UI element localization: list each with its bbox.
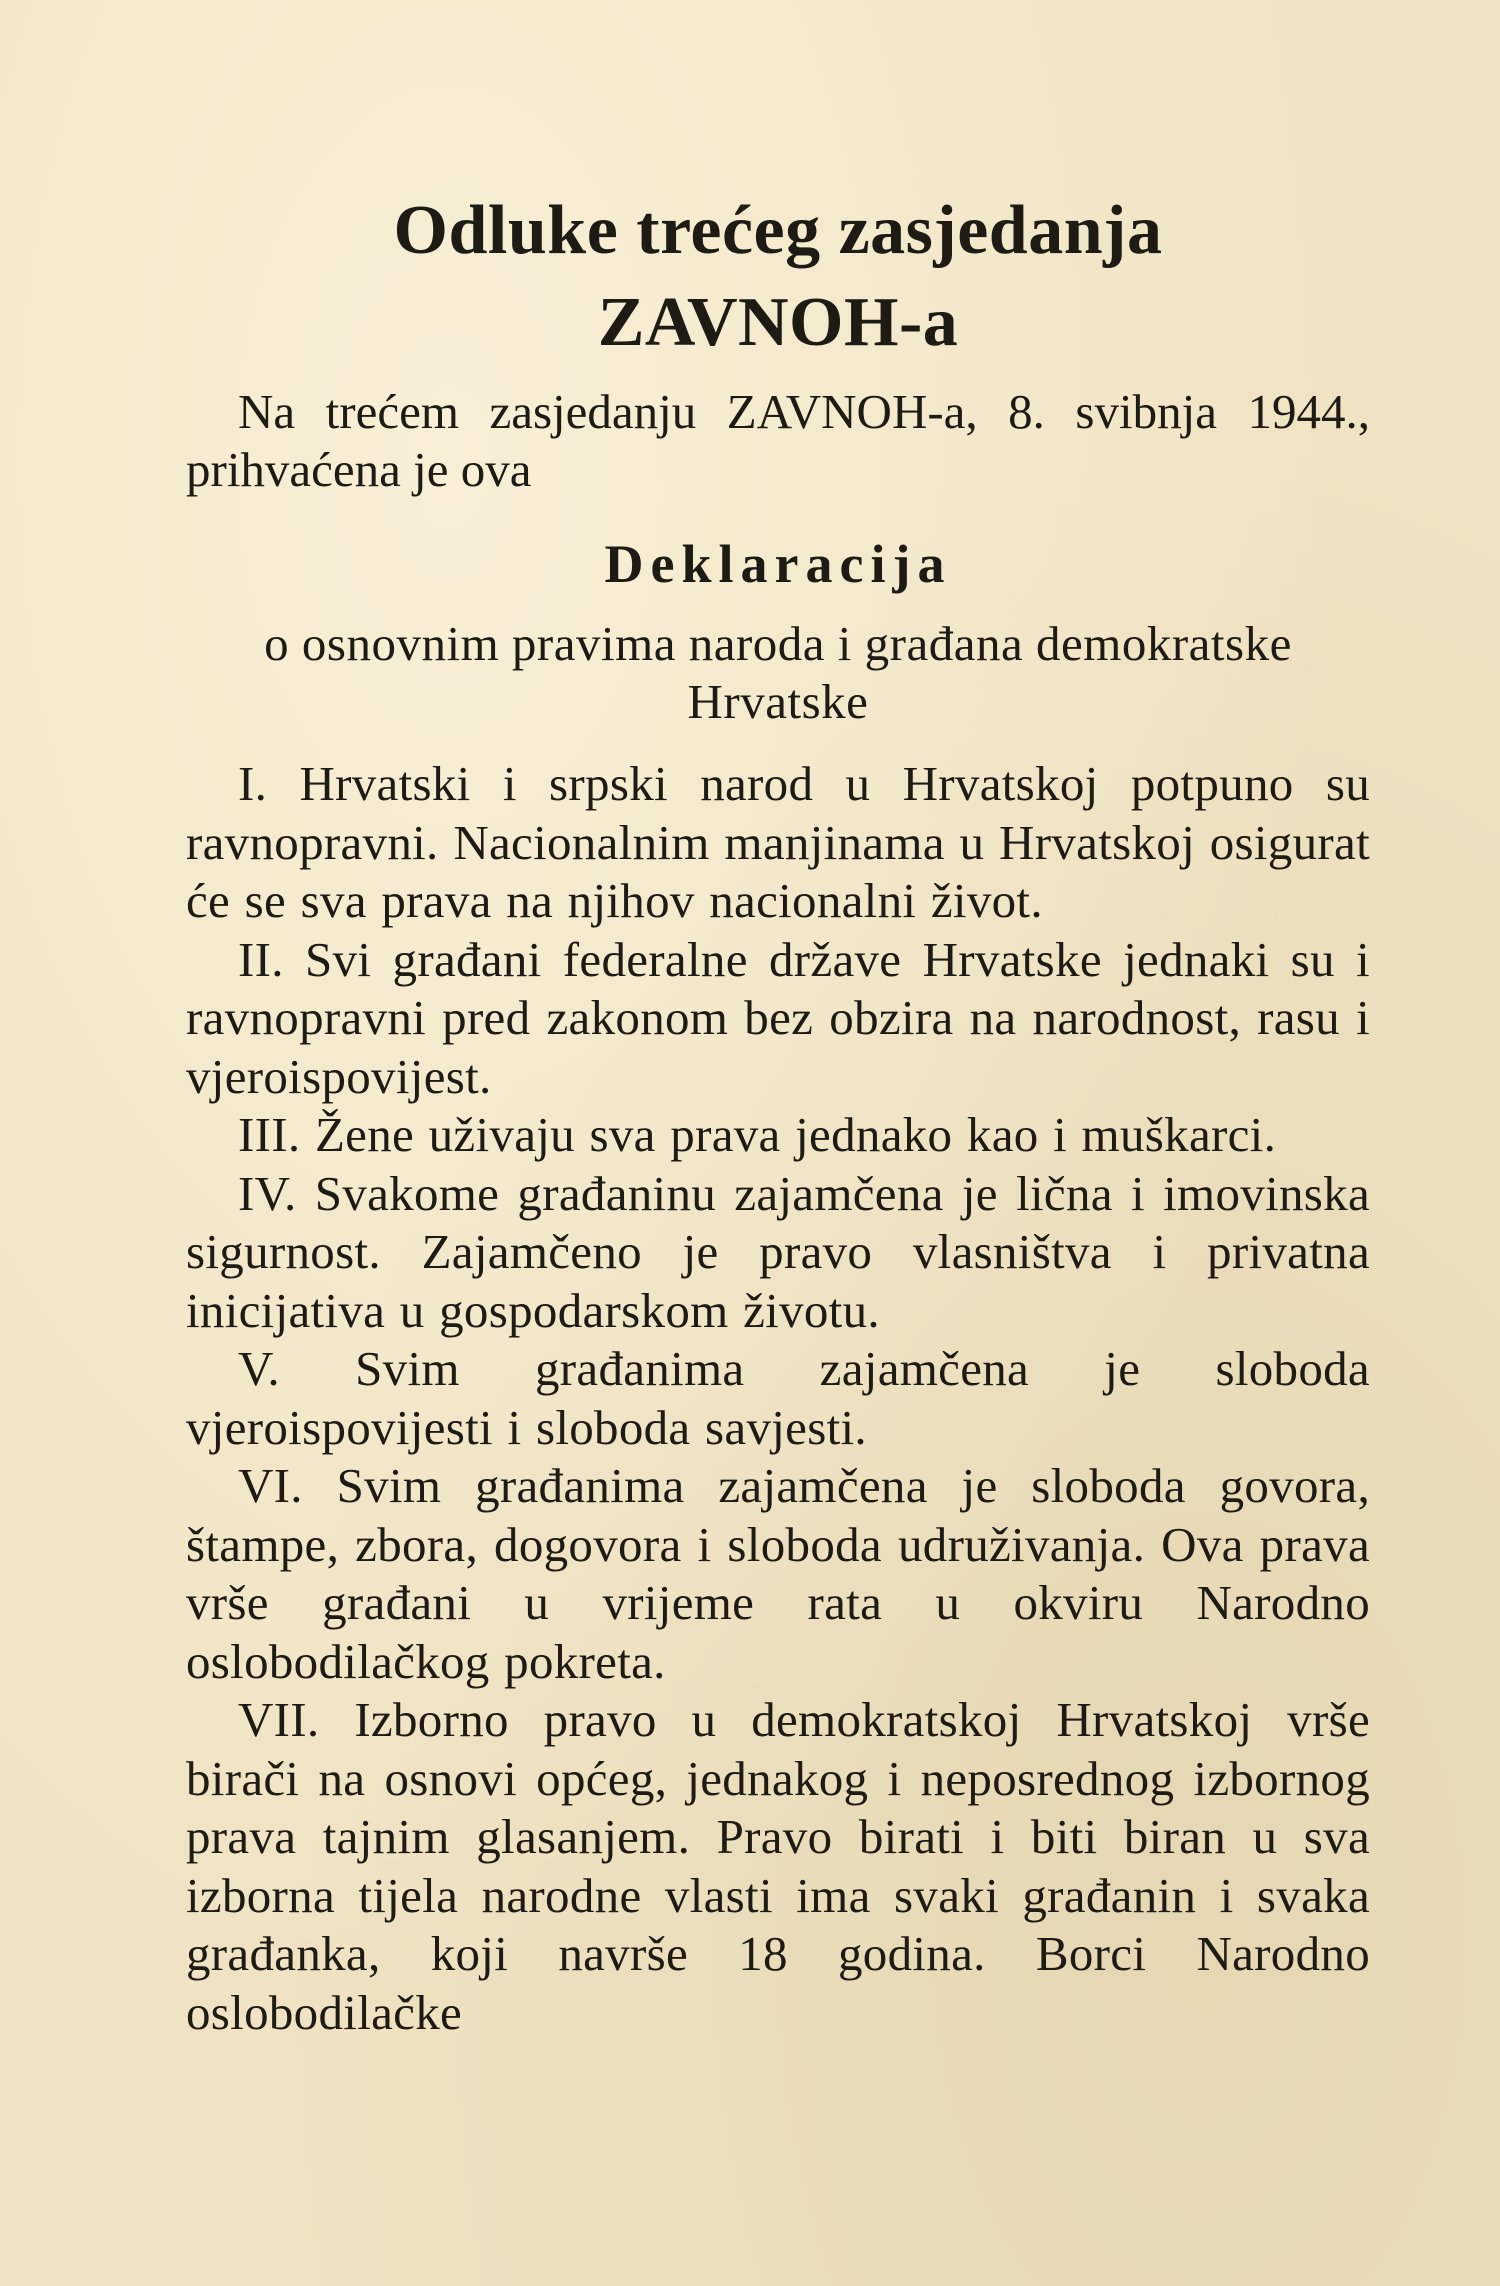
title-line-2: ZAVNOH-a [597,284,959,361]
article-3: III. Žene uživaju sva prava jednako kao i muškarci. [238,1107,1277,1162]
declaration-subtitle: o osnovnim pravima naroda i građana demokratske Hrvatske [264,616,1292,729]
declaration-title: Deklaracija [604,534,952,594]
articles-list [186,755,1370,2042]
title-line-1: Odluke trećeg zasjedanja [393,192,1163,269]
article-4: IV. Svakome građaninu zajamčena je lična i imovinska sigurnost. Zajamčeno je pravo vlasništva i privatna inicijativa u gospodarskom životu. [186,1165,1370,1338]
article-2: II. Svi građani federalne države Hrvatske jednaki su i ravnopravni pred zakonom bez obzira na narodnost, rasu i vjeroispovijest. [186,931,1370,1104]
document-title [186,185,1370,369]
article-7: VII. Izborno pravo u demokratskoj Hrvatskoj vrše birači na osnovi općeg, jednakog i neposrednog izbornog prava tajnim glasanjem. Pravo birati i biti biran u sva izborna tijela narodne vlasti ima svaki građanin i svaka građanka, koji navrše 18 godina. Borci Narodno oslobodilačke [186,1692,1370,2040]
article-1: I. Hrvatski i srpski narod u Hrvatskoj potpuno su ravnopravni. Nacionalnim manjinama u Hrvatskoj osigurat će se sva prava na njihov nacionalni život. [186,756,1370,928]
article-5: V. Svim građanima zajamčena je sloboda vjeroispovijesti i sloboda savjesti. [186,1341,1370,1455]
article-6: VI. Svim građanima zajamčena je sloboda govora, štampe, zbora, dogovora i sloboda udruživanja. Ova prava vrše građani u vrijeme rata u okviru Narodno oslobodilačkog pokreta. [186,1458,1370,1689]
intro-paragraph: Na trećem zasjedanju ZAVNOH-a, 8. svibnja 1944., prihvaćena je ova [186,384,1370,497]
